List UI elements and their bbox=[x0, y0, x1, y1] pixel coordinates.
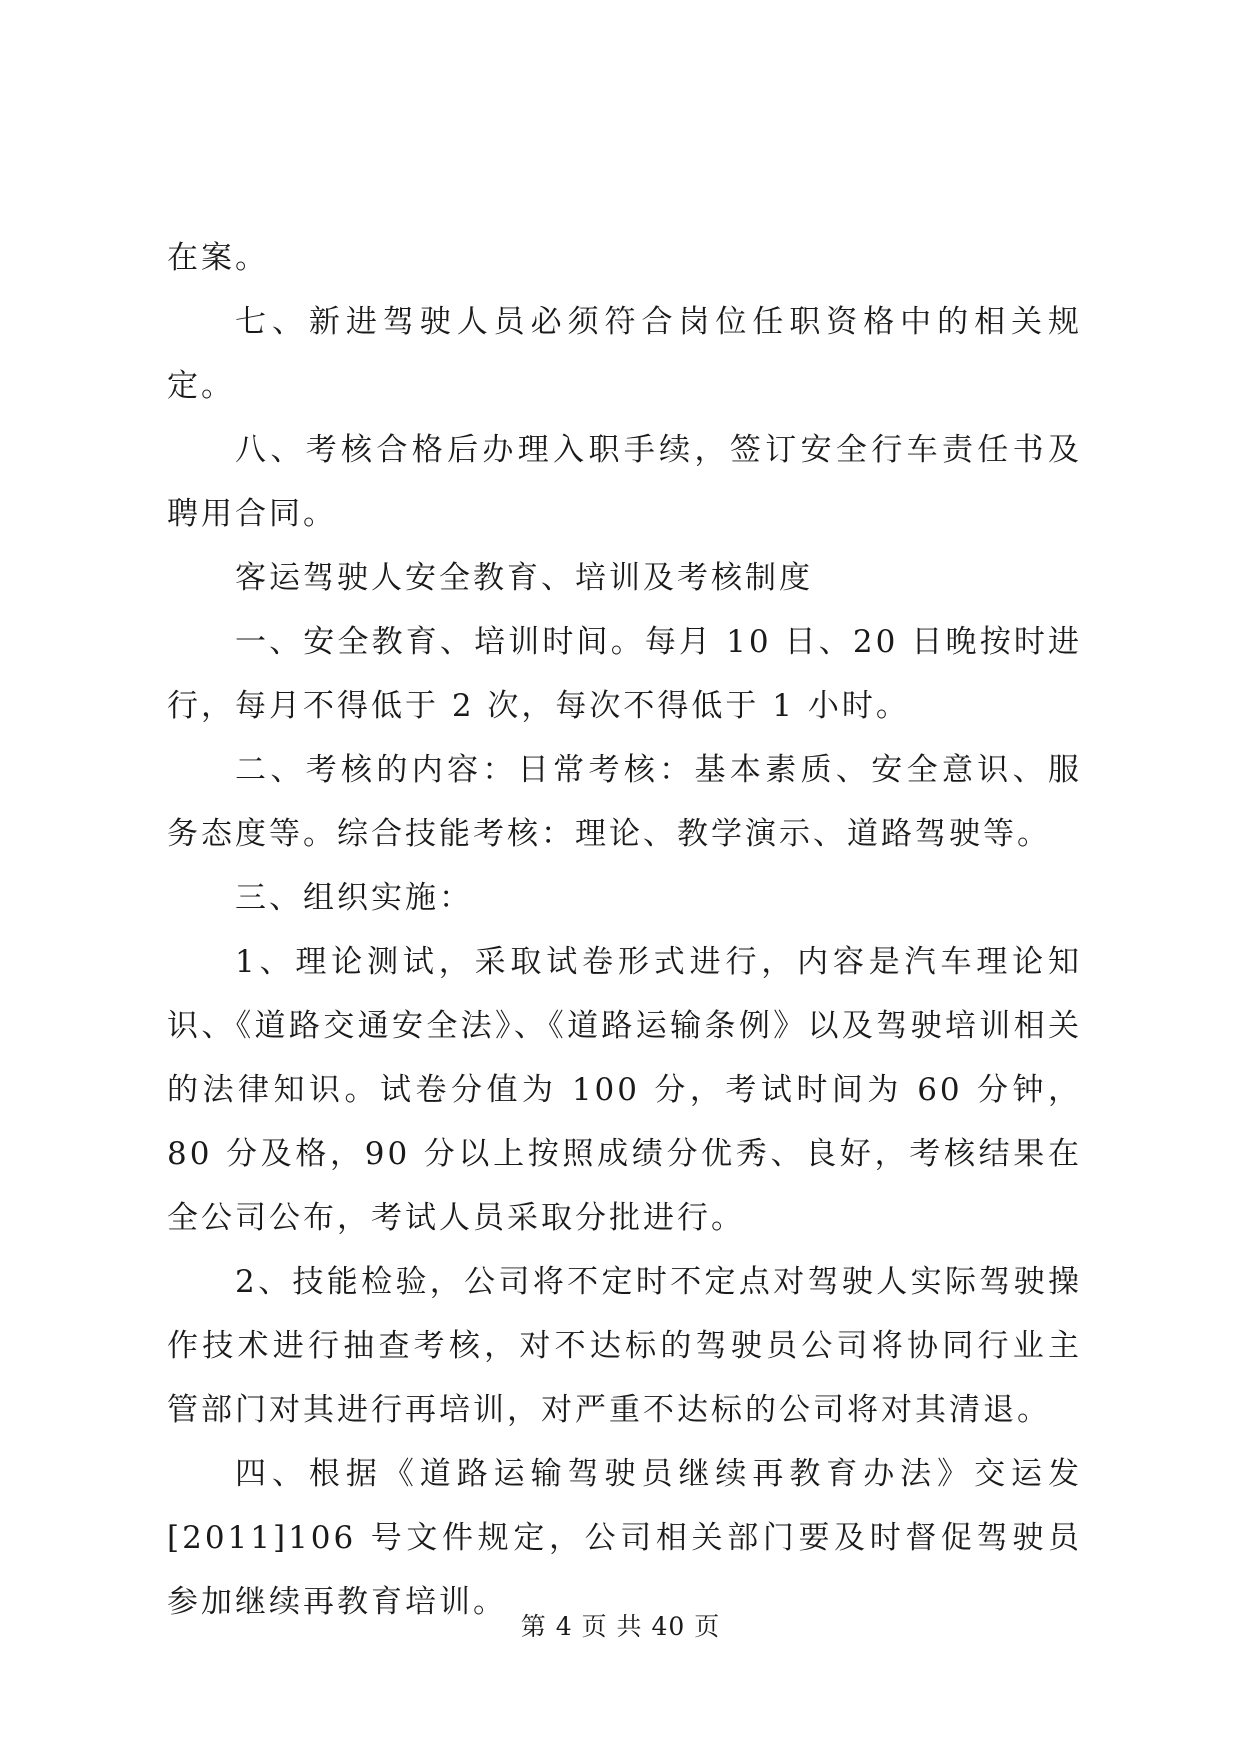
paragraph-2: 八、考核合格后办理入职手续，签订安全行车责任书及聘用合同。 bbox=[167, 432, 1082, 532]
paragraph-1: 七、新进驾驶人员必须符合岗位任职资格中的相关规定。 bbox=[167, 304, 1082, 404]
paragraph-5: 二、考核的内容：日常考核：基本素质、安全意识、服务态度等。综合技能考核：理论、教学演示、道路驾驶等。 bbox=[167, 752, 1082, 852]
paragraph-0: 在案。 bbox=[167, 240, 269, 276]
section-title: 客运驾驶人安全教育、培训及考核制度 bbox=[235, 560, 813, 596]
document-body bbox=[167, 226, 1082, 1634]
paragraph-9: 四、根据《道路运输驾驶员继续再教育办法》交运发[2011]106 号文件规定，公司相关部门要及时督促驾驶员参加继续再教育培训。 bbox=[167, 1456, 1082, 1620]
paragraph-8: 2、技能检验，公司将不定时不定点对驾驶人实际驾驶操作技术进行抽查考核，对不达标的驾驶员公司将协同行业主管部门对其进行再培训，对严重不达标的公司将对其清退。 bbox=[167, 1264, 1082, 1428]
page-number-footer: 第 4 页 共 40 页 bbox=[520, 1612, 721, 1641]
paragraph-7: 1、理论测试，采取试卷形式进行，内容是汽车理论知识、《道路交通安全法》、《道路运输条例》以及驾驶培训相关的法律知识。试卷分值为 100 分，考试时间为 60 分钟，80 分及格，90 分以上按照成绩分优秀、良好，考核结果在全公司公布，考试人员采取分批进行。 bbox=[167, 944, 1082, 1236]
paragraph-6: 三、组织实施： bbox=[235, 880, 473, 916]
paragraph-4: 一、安全教育、培训时间。每月 10 日、20 日晚按时进行，每月不得低于 2 次，每次不得低于 1 小时。 bbox=[167, 624, 1082, 724]
